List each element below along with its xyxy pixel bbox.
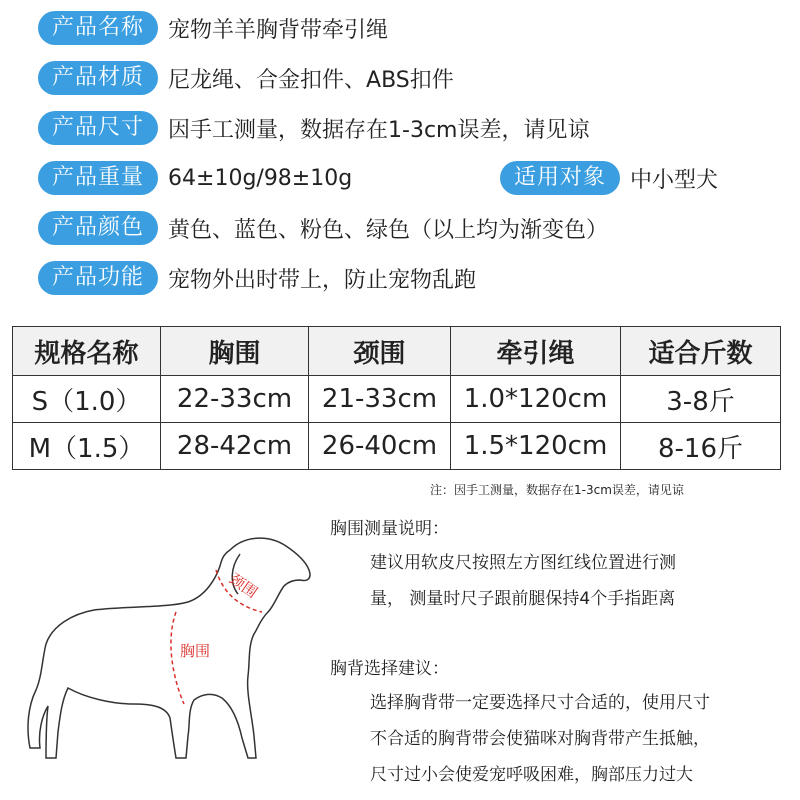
- spec-value: 宠物羊羊胸背带牵引绳: [168, 17, 389, 43]
- spec-row-function: [38, 261, 476, 295]
- table-cell: S（1.0）: [13, 376, 161, 423]
- table-row: [13, 376, 781, 423]
- spec-value: 宠物外出时带上，防止宠物乱跑: [168, 267, 477, 293]
- dog-outline-diagram: [16, 510, 316, 770]
- table-cell: 1.5*120cm: [451, 423, 621, 470]
- measure-line: 量， 测量时尺子跟前腿保持4个手指距离: [370, 589, 676, 609]
- table-cell: 26-40cm: [309, 423, 451, 470]
- spec-label: 产品功能: [38, 261, 158, 295]
- spec-value: 因手工测量，数据存在1-3cm误差，请见谅: [168, 117, 590, 143]
- spec-value: 中小型犬: [630, 167, 719, 193]
- table-cell: 22-33cm: [161, 376, 309, 423]
- table-header: 胸围: [161, 327, 309, 376]
- advice-heading: 胸背选择建议：: [330, 659, 449, 679]
- dog-outline: [28, 538, 310, 758]
- measure-heading: 胸围测量说明：: [330, 519, 449, 539]
- table-cell: M（1.5）: [13, 423, 161, 470]
- spec-row-target: [500, 161, 718, 195]
- spec-value: 黄色、蓝色、粉色、绿色（以上均为渐变色）: [168, 217, 609, 243]
- spec-label: 产品名称: [38, 11, 158, 45]
- spec-value: 尼龙绳、合金扣件、ABS扣件: [168, 67, 454, 93]
- spec-label: 适用对象: [500, 161, 620, 195]
- table-row: [13, 423, 781, 470]
- table-cell: 1.0*120cm: [451, 376, 621, 423]
- table-header-row: [13, 327, 781, 376]
- spec-row-weight: [38, 161, 352, 195]
- spec-row-material: [38, 61, 454, 95]
- advice-line: 尺寸过小会使爱宠呼吸困难，胸部压力过大: [370, 765, 693, 785]
- neck-label: 颈围: [225, 569, 261, 602]
- table-header: 颈围: [309, 327, 451, 376]
- advice-line: 不合适的胸背带会使猫咪对胸背带产生抵触，: [370, 729, 710, 749]
- advice-line: 选择胸背带一定要选择尺寸合适的，使用尺寸: [370, 693, 710, 713]
- table-header: 规格名称: [13, 327, 161, 376]
- table-cell: 28-42cm: [161, 423, 309, 470]
- spec-label: 产品尺寸: [38, 111, 158, 145]
- table-header: 适合斤数: [621, 327, 781, 376]
- spec-row-size: [38, 111, 589, 145]
- spec-label: 产品颜色: [38, 211, 158, 245]
- table-cell: 21-33cm: [309, 376, 451, 423]
- chest-label: 胸围: [180, 642, 211, 660]
- table-cell: 3-8斤: [621, 376, 781, 423]
- spec-row-name: [38, 11, 388, 45]
- spec-value: 64±10g/98±10g: [168, 165, 353, 191]
- size-table: [12, 326, 781, 470]
- table-header: 牵引绳: [451, 327, 621, 376]
- table-cell: 8-16斤: [621, 423, 781, 470]
- spec-label: 产品材质: [38, 61, 158, 95]
- measure-line: 建议用软皮尺按照左方图红线位置进行测: [370, 553, 676, 573]
- spec-label: 产品重量: [38, 161, 158, 195]
- spec-row-color: [38, 211, 608, 245]
- measurement-note: 注：因手工测量，数据存在1-3cm误差，请见谅: [430, 483, 684, 497]
